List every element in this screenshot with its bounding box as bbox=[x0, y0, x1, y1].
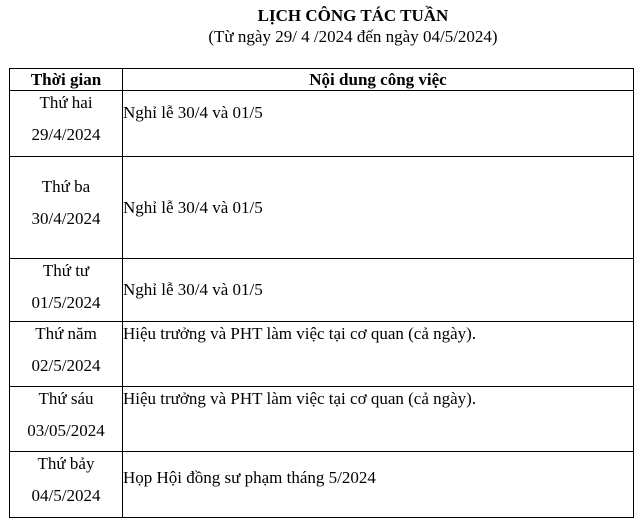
page-title: LỊCH CÔNG TÁC TUẦN bbox=[257, 6, 449, 25]
content-column-header: Nội dung công việc bbox=[123, 69, 634, 91]
date-label: 02/5/2024 bbox=[31, 356, 101, 375]
task-cell: Nghỉ lễ 30/4 và 01/5 bbox=[123, 157, 634, 259]
time-cell bbox=[10, 322, 123, 387]
weekday-label: Thứ tư bbox=[42, 261, 90, 280]
table-row bbox=[10, 452, 634, 518]
table-row bbox=[10, 91, 634, 157]
date-label: 04/5/2024 bbox=[31, 486, 101, 505]
weekly-schedule-table bbox=[9, 68, 634, 518]
weekday-label: Thứ sáu bbox=[38, 389, 94, 408]
table-header-row bbox=[10, 69, 634, 91]
weekday-label: Thứ ba bbox=[41, 177, 91, 196]
weekday-label: Thứ hai bbox=[39, 93, 93, 112]
time-cell bbox=[10, 91, 123, 157]
time-cell bbox=[10, 157, 123, 259]
task-cell: Hiệu trưởng và PHT làm việc tại cơ quan (cả ngày). bbox=[123, 322, 634, 387]
date-label: 30/4/2024 bbox=[31, 209, 101, 228]
task-cell: Họp Hội đồng sư phạm tháng 5/2024 bbox=[123, 452, 634, 518]
table-row bbox=[10, 387, 634, 452]
table-row bbox=[10, 157, 634, 259]
time-cell bbox=[10, 387, 123, 452]
table-row bbox=[10, 259, 634, 322]
task-cell: Nghỉ lễ 30/4 và 01/5 bbox=[123, 91, 634, 157]
time-column-header: Thời gian bbox=[10, 69, 123, 91]
task-cell: Nghỉ lễ 30/4 và 01/5 bbox=[123, 259, 634, 322]
task-cell: Hiệu trưởng và PHT làm việc tại cơ quan (cả ngày). bbox=[123, 387, 634, 452]
time-cell bbox=[10, 452, 123, 518]
weekday-label: Thứ năm bbox=[35, 324, 97, 343]
date-label: 01/5/2024 bbox=[31, 293, 101, 312]
table-row bbox=[10, 322, 634, 387]
time-cell bbox=[10, 259, 123, 322]
weekday-label: Thứ bảy bbox=[37, 454, 95, 473]
date-label: 03/05/2024 bbox=[27, 421, 105, 440]
date-range-subtitle: (Từ ngày 29/ 4 /2024 đến ngày 04/5/2024) bbox=[208, 27, 498, 46]
date-label: 29/4/2024 bbox=[31, 125, 101, 144]
